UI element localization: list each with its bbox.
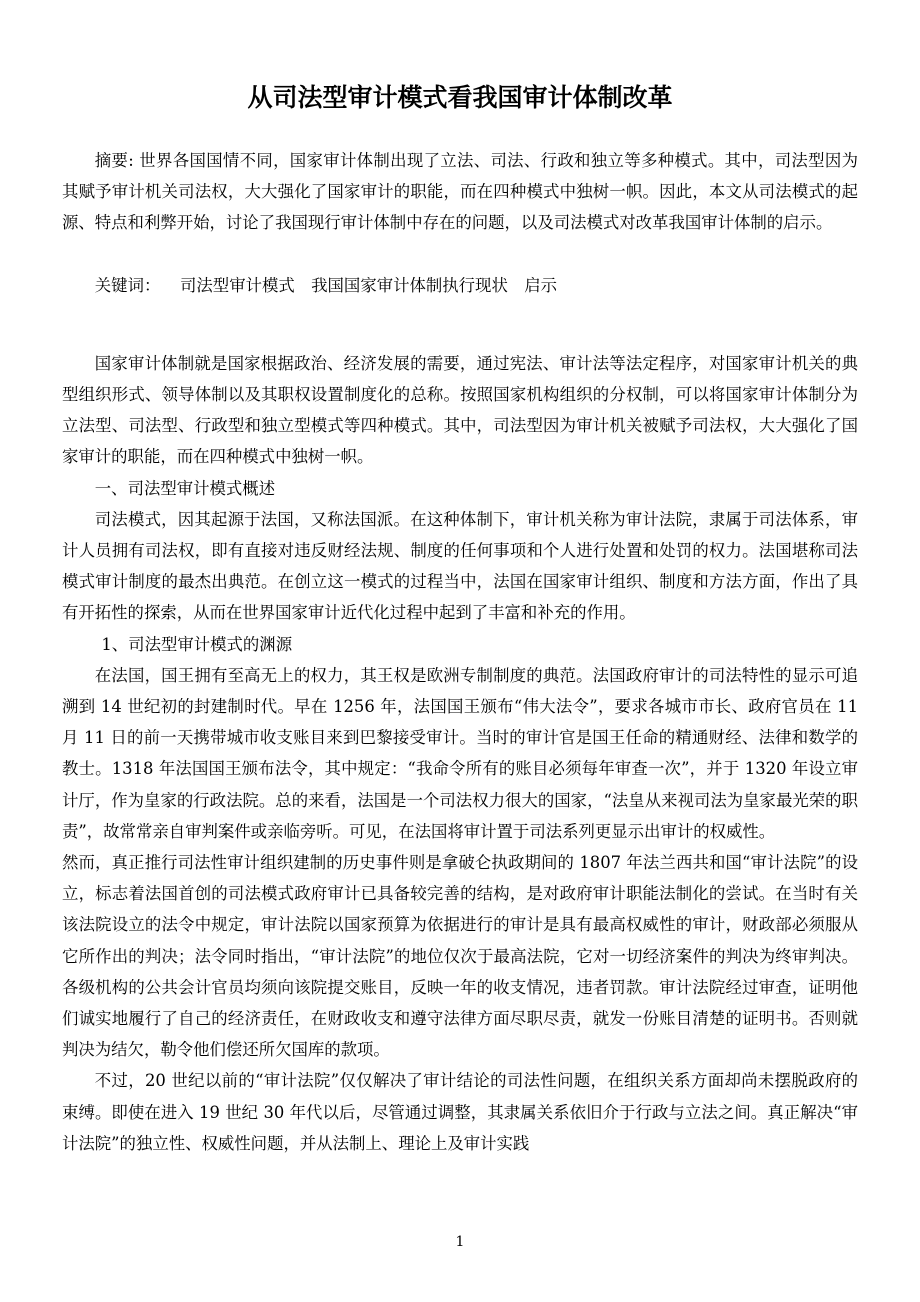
document-title: 从司法型审计模式看我国审计体制改革 bbox=[247, 83, 673, 112]
spacer bbox=[62, 301, 858, 332]
section-paragraph: 司法模式，因其起源于法国，又称法国派。在这种体制下，审计机关称为审计法院，隶属于司法体系，审计人员拥有司法权，即有直接对违反财经法规、制度的任何事项和个人进行处置和处罚的权力。法国堪称司法模式审计制度的最杰出典范。在创立这一模式的过程当中，法国在国家审计组织、制度和方法方面，作出了具有开拓性的探索，从而在世界国家审计近代化过程中起到了丰富和补充的作用。 bbox=[62, 509, 858, 623]
keyword-item: 我国国家审计体制执行现状 bbox=[311, 275, 508, 295]
body-paragraph: 不过，20 世纪以前的“审计法院”仅仅解决了审计结论的司法性问题，在组织关系方面却尚未摆脱政府的束缚。即使在进入 19 世纪 30 年代以后，尽管通过调整，其隶属关系依旧介于行政与立法之间。真正解决“审计法院”的独立性、权威性问题，并从法制上、理论上及审计实践 bbox=[62, 1071, 858, 1153]
page-number: 1 bbox=[455, 1234, 465, 1250]
spacer bbox=[62, 332, 858, 348]
document-body bbox=[62, 145, 858, 1159]
subsection-heading: 1、司法型审计模式的渊源 bbox=[101, 634, 293, 654]
body-paragraph: 然而，真正推行司法性审计组织建制的历史事件则是拿破仑执政期间的 1807 年法兰西共和国“审计法院”的设立，标志着法国首创的司法模式政府审计已具备较完善的结构，是对政府审计职能法制化的尝试。在当时有关该法院设立的法令中规定，审计法院以国家预算为依据进行的审计是具有最高权威性的审计，财政部必须服从它所作出的判决；法令同时指出，“审计法院”的地位仅次于最高法院，它对一切经济案件的判决为终审判决。各级机构的公共会计官员均须向该院提交账目，反映一年的收支情况，违者罚款。审计法院经过审查，证明他们诚实地履行了自己的经济责任，在财政收支和遵守法律方面尽职尽责，就发一份账目清楚的证明书。否则就判决为结欠，勒令他们偿还所欠国库的款项。 bbox=[62, 853, 858, 1060]
abstract-paragraph bbox=[62, 145, 858, 239]
keywords-line bbox=[62, 270, 858, 301]
keywords-label: 关键词： bbox=[94, 275, 161, 295]
intro-paragraph: 国家审计体制就是国家根据政治、经济发展的需要，通过宪法、审计法等法定程序，对国家审计机关的典型组织形式、领导体制以及其职权设置制度化的总称。按照国家机构组织的分权制，可以将国家审计体制分为立法型、司法型、行政型和独立型模式等四种模式。其中，司法型因为审计机关被赋予司法权，大大强化了国家审计的职能，而在四种模式中独树一帜。 bbox=[62, 353, 858, 467]
spacer bbox=[62, 239, 858, 270]
abstract-text: 世界各国国情不同，国家审计体制出现了立法、司法、行政和独立等多种模式。其中，司法型因为其赋予审计机关司法权，大大强化了国家审计的职能，而在四种模式中独树一帜。因此，本文从司法模式的起源、特点和利弊开始，讨论了我国现行审计体制中存在的问题，以及司法模式对改革我国审计体制的启示。 bbox=[62, 151, 858, 233]
section-heading: 一、司法型审计模式概述 bbox=[94, 478, 276, 498]
keyword-item: 司法型审计模式 bbox=[180, 275, 295, 295]
body-paragraph: 在法国，国王拥有至高无上的权力，其王权是欧洲专制制度的典范。法国政府审计的司法特性的显示可追溯到 14 世纪初的封建制时代。早在 1256 年，法国国王颁布“伟大法令”，要求各城市市长、政府官员在 11 月 11 日的前一天携带城市收支账目来到巴黎接受审计。当时的审计官是国王任命的精通财经、法律和数学的教士。1318 年法国国王颁布法令，其中规定：“我命令所有的账目必须每年审查一次”，并于 1320 年设立审计厅，作为皇家的行政法院。总的来看，法国是一个司法权力很大的国家，“法皇从来视司法为皇家最光荣的职责”，故常常亲自审判案件或亲临旁听。可见，在法国将审计置于司法系列更显示出审计的权威性。 bbox=[62, 665, 858, 841]
abstract-label: 摘要: bbox=[94, 151, 134, 170]
keyword-item: 启示 bbox=[524, 275, 558, 295]
